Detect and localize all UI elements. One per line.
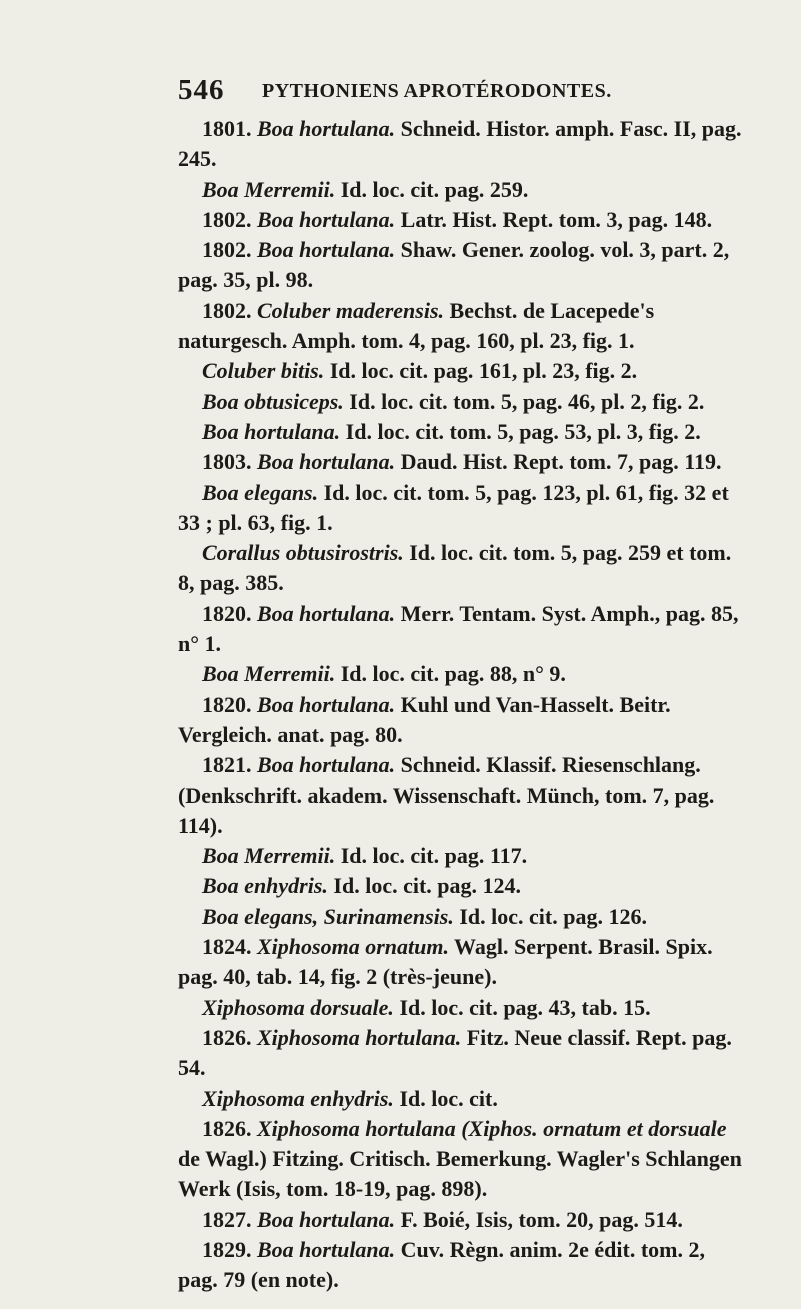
entry-reference: Latr. Hist. Rept. tom. 3, pag. 148. — [395, 206, 713, 232]
entry-reference: Id. loc. cit. tom. 5, pag. 259 et tom. 8, pag. 385. — [178, 540, 732, 596]
entry-year: 1821. — [202, 752, 252, 778]
entry-reference: Cuv. Règn. anim. 2e édit. tom. 2, pag. 79 (en note). — [178, 1236, 705, 1293]
entry-reference: Id. loc. cit. tom. 5, pag. 123, pl. 61, fig. 32 et 33 ; pl. 63, fig. 1. — [178, 479, 729, 535]
entry-reference: Bechst. de Lacepede's naturgesch. Amph. tom. 4, pag. 160, pl. 23, fig. 1. — [178, 297, 655, 354]
synonymy-entry — [178, 205, 748, 235]
entry-taxon-name: Boa enhydris. — [202, 873, 328, 899]
synonymy-entry — [178, 447, 748, 477]
page-number: 546 — [178, 74, 225, 106]
entry-reference: Id. loc. cit. pag. 126. — [453, 903, 647, 929]
entry-reference: Id. loc. cit. tom. 5, pag. 53, pl. 3, fig. 2. — [340, 418, 701, 444]
synonymy-entry — [178, 1084, 748, 1114]
synonymy-entry — [178, 1205, 748, 1235]
synonymy-entry — [178, 1235, 748, 1296]
synonymy-entry — [178, 538, 748, 599]
entry-reference: Wagl. Serpent. Brasil. Spix. pag. 40, tab. 14, fig. 2 (très-jeune). — [178, 934, 713, 990]
entry-taxon-name: Corallus obtusirostris. — [202, 540, 404, 566]
entry-taxon-name: Boa hortulana. — [257, 600, 396, 626]
synonymy-entry — [178, 841, 748, 871]
synonymy-entry — [178, 690, 748, 751]
entry-taxon-name: Boa elegans. — [202, 479, 319, 505]
entry-year: 1826. — [202, 1115, 252, 1141]
synonymy-list — [178, 114, 748, 1296]
synonymy-entry — [178, 296, 748, 357]
synonymy-entry — [178, 1023, 748, 1084]
entry-taxon-name: Boa hortulana. — [257, 206, 396, 232]
entry-taxon-name: Coluber bitis. — [202, 358, 325, 384]
entry-reference: Daud. Hist. Rept. tom. 7, pag. 119. — [395, 449, 722, 475]
synonymy-entry — [178, 750, 748, 841]
entry-taxon-name: Boa Merremii. — [202, 661, 336, 687]
entry-year: 1827. — [202, 1206, 252, 1232]
entry-year: 1802. — [202, 237, 252, 263]
entry-taxon-name: Boa hortulana. — [257, 1236, 396, 1262]
entry-reference: Kuhl und Van-Hasselt. Beitr. Vergleich. anat. pag. 80. — [178, 691, 671, 747]
entry-taxon-name: Boa hortulana. — [257, 1206, 396, 1232]
synonymy-entry — [178, 599, 748, 660]
entry-taxon-name: Boa obtusiceps. — [202, 388, 344, 414]
synonymy-entry — [178, 902, 748, 932]
synonymy-entry — [178, 932, 748, 993]
entry-taxon-name: Boa hortulana. — [202, 418, 341, 444]
entry-reference: Id. loc. cit. tom. 5, pag. 46, pl. 2, fig. 2. — [343, 388, 705, 414]
entry-taxon-name: Xiphosoma hortulana. — [257, 1024, 462, 1050]
entry-reference: Fitz. Neue classif. Rept. pag. 54. — [178, 1024, 732, 1081]
synonymy-entry — [178, 387, 748, 417]
entry-taxon-name: Boa hortulana. — [257, 752, 396, 778]
entry-taxon-name: Boa hortulana. — [257, 116, 396, 141]
entry-reference: Id. loc. cit. pag. 259. — [335, 176, 529, 202]
entry-reference: Shaw. Gener. zoolog. vol. 3, part. 2, pag. 35, pl. 98. — [178, 237, 730, 293]
synonymy-entry — [178, 175, 748, 205]
entry-taxon-name: Boa elegans, Surinamensis. — [202, 903, 454, 929]
entry-taxon-name: Xiphosoma hortulana (Xiphos. ornatum et dorsuale — [257, 1115, 727, 1141]
entry-year: 1802. — [202, 297, 252, 323]
entry-reference: Schneid. Histor. amph. Fasc. II, pag. 245. — [178, 116, 742, 172]
entry-year: 1829. — [202, 1236, 252, 1262]
synonymy-entry — [178, 659, 748, 689]
entry-taxon-name: Coluber maderensis. — [257, 297, 445, 323]
entry-year: 1801. — [202, 116, 252, 141]
entry-reference: F. Boié, Isis, tom. 20, pag. 514. — [395, 1206, 683, 1232]
entry-taxon-name: Boa Merremii. — [202, 176, 336, 202]
entry-taxon-name: Xiphosoma dorsuale. — [202, 994, 394, 1020]
entry-reference: Id. loc. cit. pag. 124. — [327, 873, 522, 899]
entry-reference: Id. loc. cit. pag. 88, n° 9. — [335, 661, 566, 687]
entry-year: 1802. — [202, 206, 252, 232]
entry-year: 1826. — [202, 1024, 252, 1050]
entry-year: 1824. — [202, 934, 252, 960]
entry-reference: Id. loc. cit. — [393, 1085, 498, 1111]
entry-reference: de Wagl.) Fitzing. Critisch. Bemerkung. Wagler's Schlangen Werk (Isis, tom. 18-19, pag. 898). — [178, 1146, 742, 1202]
entry-year: 1803. — [202, 449, 252, 475]
synonymy-entry — [178, 1114, 748, 1205]
synonymy-entry — [178, 114, 748, 175]
page-header — [178, 76, 738, 110]
entry-year: 1820. — [202, 600, 252, 626]
entry-reference: Id. loc. cit. pag. 117. — [335, 843, 528, 869]
entry-reference: Schneid. Klassif. Riesenschlang. (Denkschrift. akadem. Wissenschaft. Münch, tom. 7, pag. 114). — [178, 752, 715, 838]
entry-reference: Id. loc. cit. pag. 43, tab. 15. — [393, 994, 651, 1020]
synonymy-entry — [178, 356, 748, 386]
entry-reference: Id. loc. cit. pag. 161, pl. 23, fig. 2. — [324, 358, 638, 384]
running-head: PYTHONIENS APROTÉRODONTES. — [262, 80, 612, 102]
entry-year: 1820. — [202, 691, 252, 717]
entry-taxon-name: Xiphosoma ornatum. — [257, 934, 449, 960]
synonymy-entry — [178, 235, 748, 296]
entry-taxon-name: Boa hortulana. — [257, 237, 396, 263]
synonymy-entry — [178, 478, 748, 539]
entry-taxon-name: Xiphosoma enhydris. — [202, 1085, 394, 1111]
entry-taxon-name: Boa hortulana. — [257, 449, 396, 475]
synonymy-entry — [178, 417, 748, 447]
entry-taxon-name: Boa hortulana. — [257, 691, 396, 717]
entry-reference: Merr. Tentam. Syst. Amph., pag. 85, n° 1. — [178, 600, 739, 657]
synonymy-entry — [178, 993, 748, 1023]
entry-taxon-name: Boa Merremii. — [202, 843, 336, 869]
synonymy-entry — [178, 871, 748, 901]
